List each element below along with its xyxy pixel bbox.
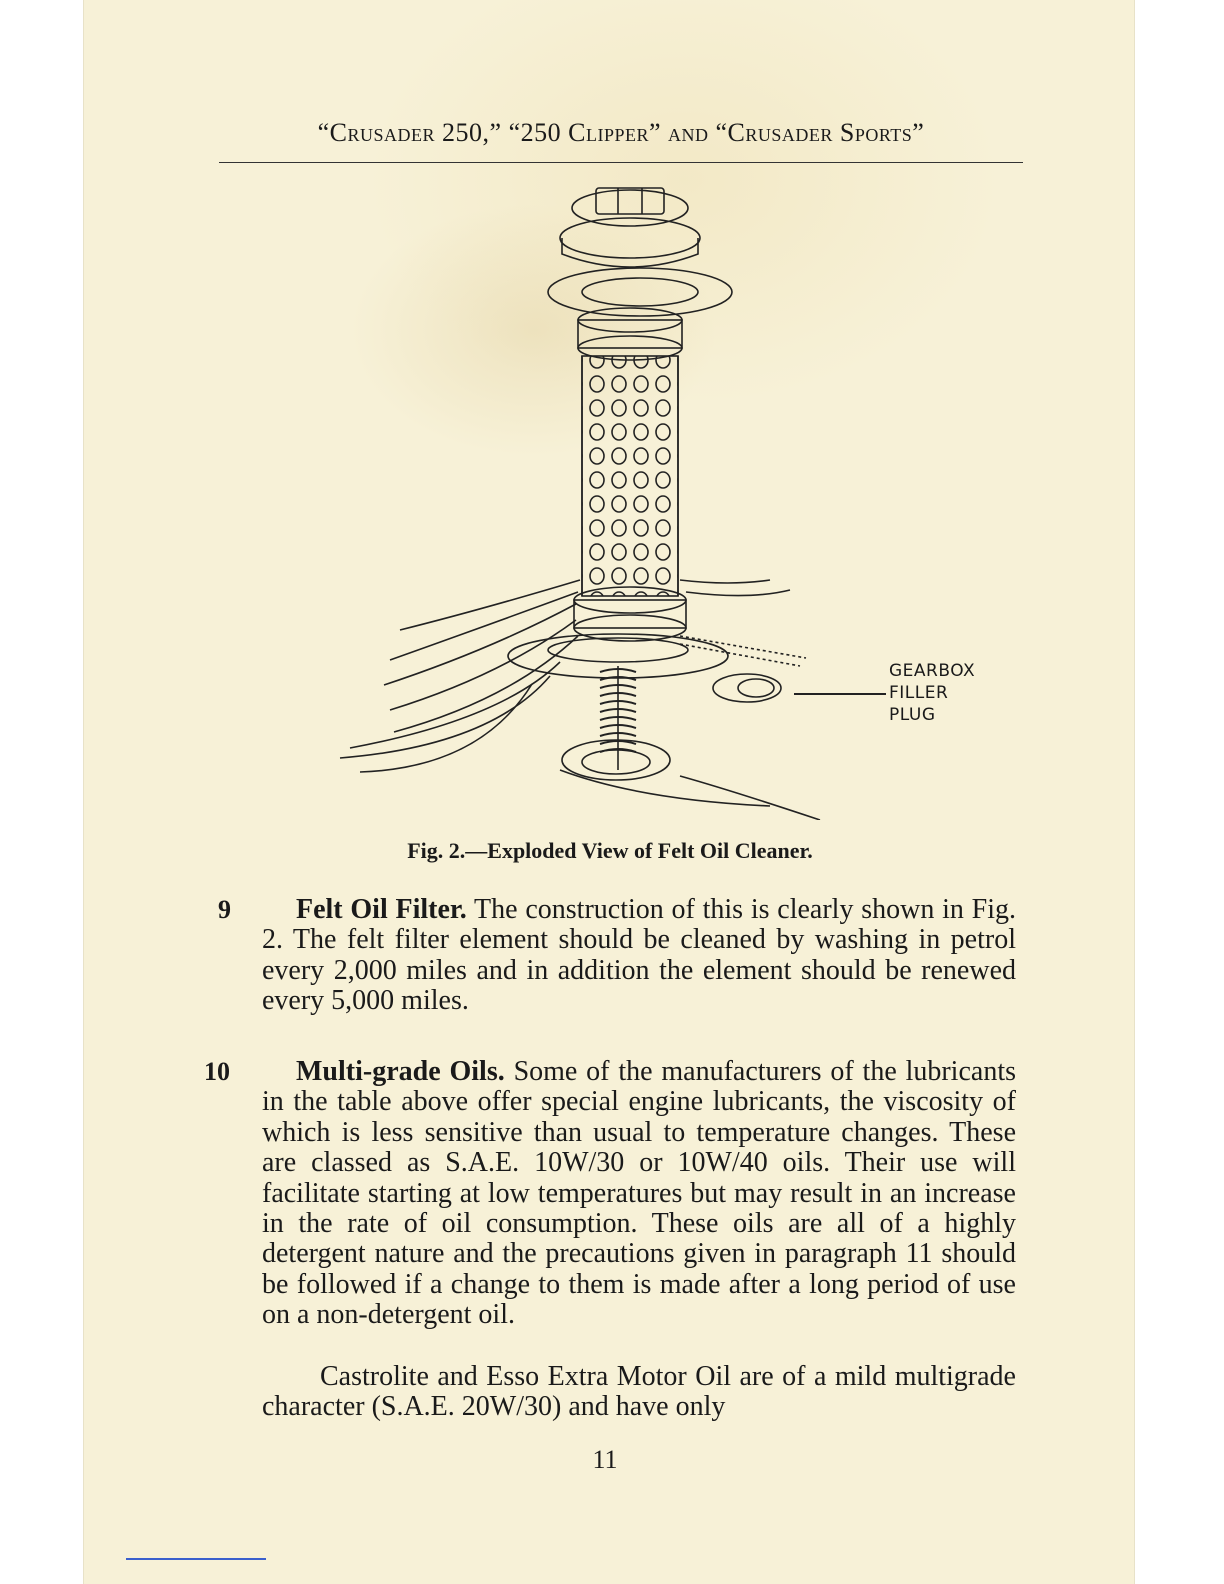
page-number: 11 <box>592 1445 618 1474</box>
paragraph-heading: Multi-grade Oils. <box>296 1056 505 1087</box>
callout-line-1: GEARBOX <box>889 661 976 681</box>
page-header: “Crusader 250,” “250 Clipper” and “Crusader Sports” <box>317 118 925 147</box>
margin-line <box>126 1558 266 1560</box>
figure-caption: Fig. 2.—Exploded View of Felt Oil Cleaner. <box>407 838 813 863</box>
paragraph-multi-grade-oils <box>262 1057 1016 1331</box>
callout-line-2: FILLER <box>889 683 949 703</box>
paragraph-number-10: 10 <box>204 1057 230 1086</box>
gearbox-filler-plug-callout <box>889 660 975 726</box>
paragraph-text: The construction of this is clearly shown in Fig. 2. The felt filter element should be cleaned by washing in petrol every 2,000 miles and in addition the element should be renewed every 5,000 miles. <box>262 894 1016 1017</box>
header-rule <box>219 162 1023 163</box>
paragraph-castrolite <box>262 1362 1016 1423</box>
paragraph-heading: Felt Oil Filter. <box>296 894 467 925</box>
paragraph-felt-oil-filter <box>262 895 1016 1017</box>
paragraph-text: Some of the manufacturers of the lubricants in the table above offer special engine lubricants, the viscosity of which is less sensitive than usual to temperature changes. These are classed as S.A.E. 10W/30 or 10W/40 oils. Their use will facilitate starting at low temperatures but may result in an increase in the rate of oil consumption. These oils are all of a highly detergent nature and the precautions given in paragraph 11 should be followed if a change to them is made after a long period of use on a non-detergent oil. <box>262 1056 1016 1331</box>
paragraph-number-9: 9 <box>218 895 231 924</box>
paragraph-text: Castrolite and Esso Extra Motor Oil are of a mild multigrade character (S.A.E. 20W/30) and have only <box>262 1361 1016 1423</box>
callout-line-3: PLUG <box>889 705 936 725</box>
